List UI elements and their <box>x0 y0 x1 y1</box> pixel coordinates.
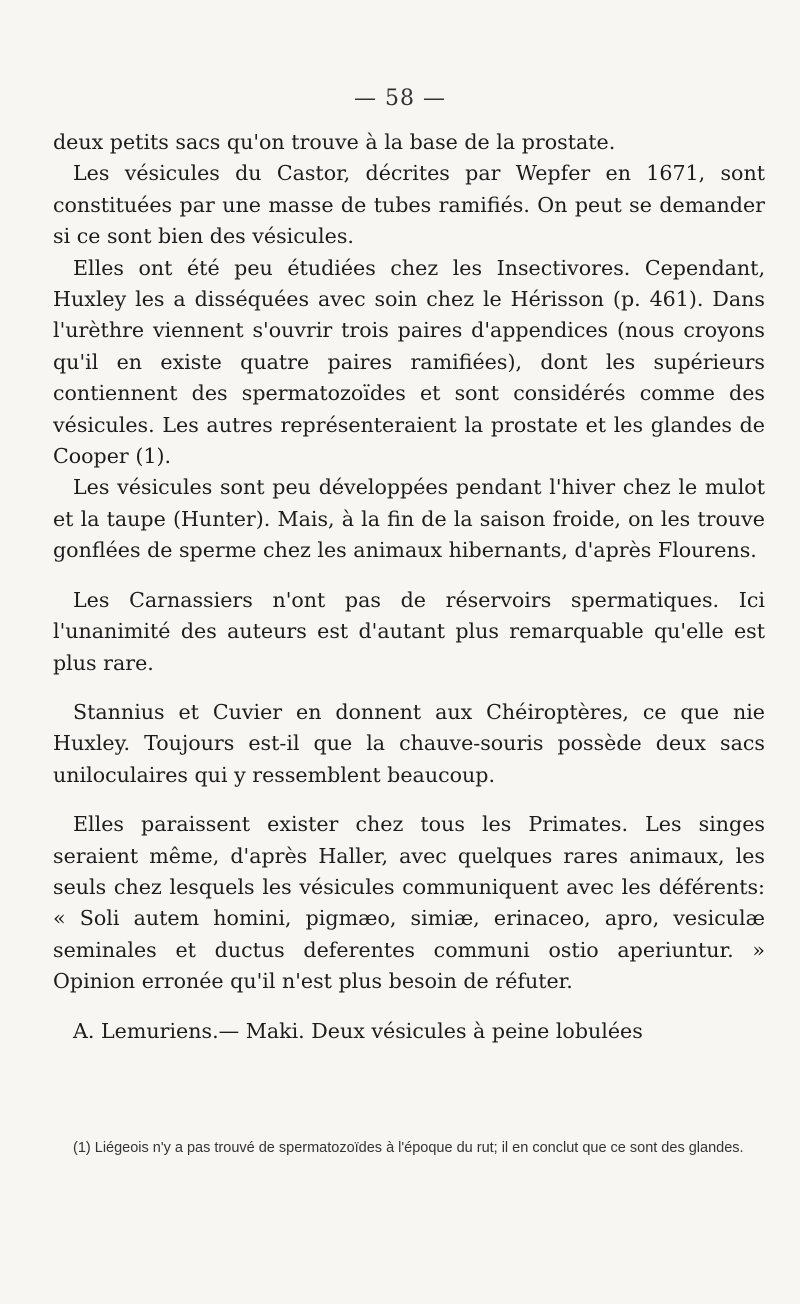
footnote <box>53 1137 765 1160</box>
paragraph: deux petits sacs qu'on trouve à la base de la prostate. <box>53 130 616 154</box>
paragraph: Les vésicules du Castor, décrites par Wepfer en 1671, sont constituées par une masse de tubes ramifiés. On peut se demander si ce sont bien des vésicules. <box>53 161 765 249</box>
paragraph: Stannius et Cuvier en donnent aux Chéiroptères, ce que nie Huxley. Toujours est-il que la chauve-souris possède deux sacs uniloculaires qui y ressemblent beaucoup. <box>53 699 765 787</box>
paragraph: Elles ont été peu étudiées chez les Insectivores. Cependant, Huxley les a disséquées avec soin chez le Hérisson (p. 461). Dans l'urèthre viennent s'ouvrir trois paires d'appendices (nous croyons qu'il en existe quatre paires ramifiées), dont les supérieurs contiennent des spermatozoïdes et sont considérés comme des vésicules. Les autres représenteraient la prostate et les glandes de Cooper (1). <box>53 255 765 469</box>
paragraph: Les Carnassiers n'ont pas de réservoirs spermatiques. Ici l'unanimité des auteurs est d'autant plus remarquable qu'elle est plus rare. <box>53 587 765 675</box>
page-number: — 58 — <box>354 86 446 111</box>
footnote-text: (1) Liégeois n'y a pas trouvé de spermatozoïdes à l'époque du rut; il en conclut que ce sont des glandes. <box>73 1140 744 1156</box>
paragraph: Elles paraissent exister chez tous les Primates. Les singes seraient même, d'après Haller, avec quelques rares animaux, les seuls chez lesquels les vésicules communiquent avec les déférents: « Soli autem homini, pigmæo, simiæ, erinaceo, apro, vesiculæ seminales et ductus deferentes communi ostio aperiuntur. » Opinion erronée qu'il n'est plus besoin de réfuter. <box>53 812 765 994</box>
paragraph: Les vésicules sont peu développées pendant l'hiver chez le mulot et la taupe (Hunter). Mais, à la fin de la saison froide, on les trouve gonflées de sperme chez les animaux hibernants, d'après Flourens. <box>53 475 765 563</box>
body-text <box>53 127 765 1047</box>
section-heading-paragraph: A. Lemuriens.— Maki. Deux vésicules à peine lobulées <box>73 1018 643 1043</box>
